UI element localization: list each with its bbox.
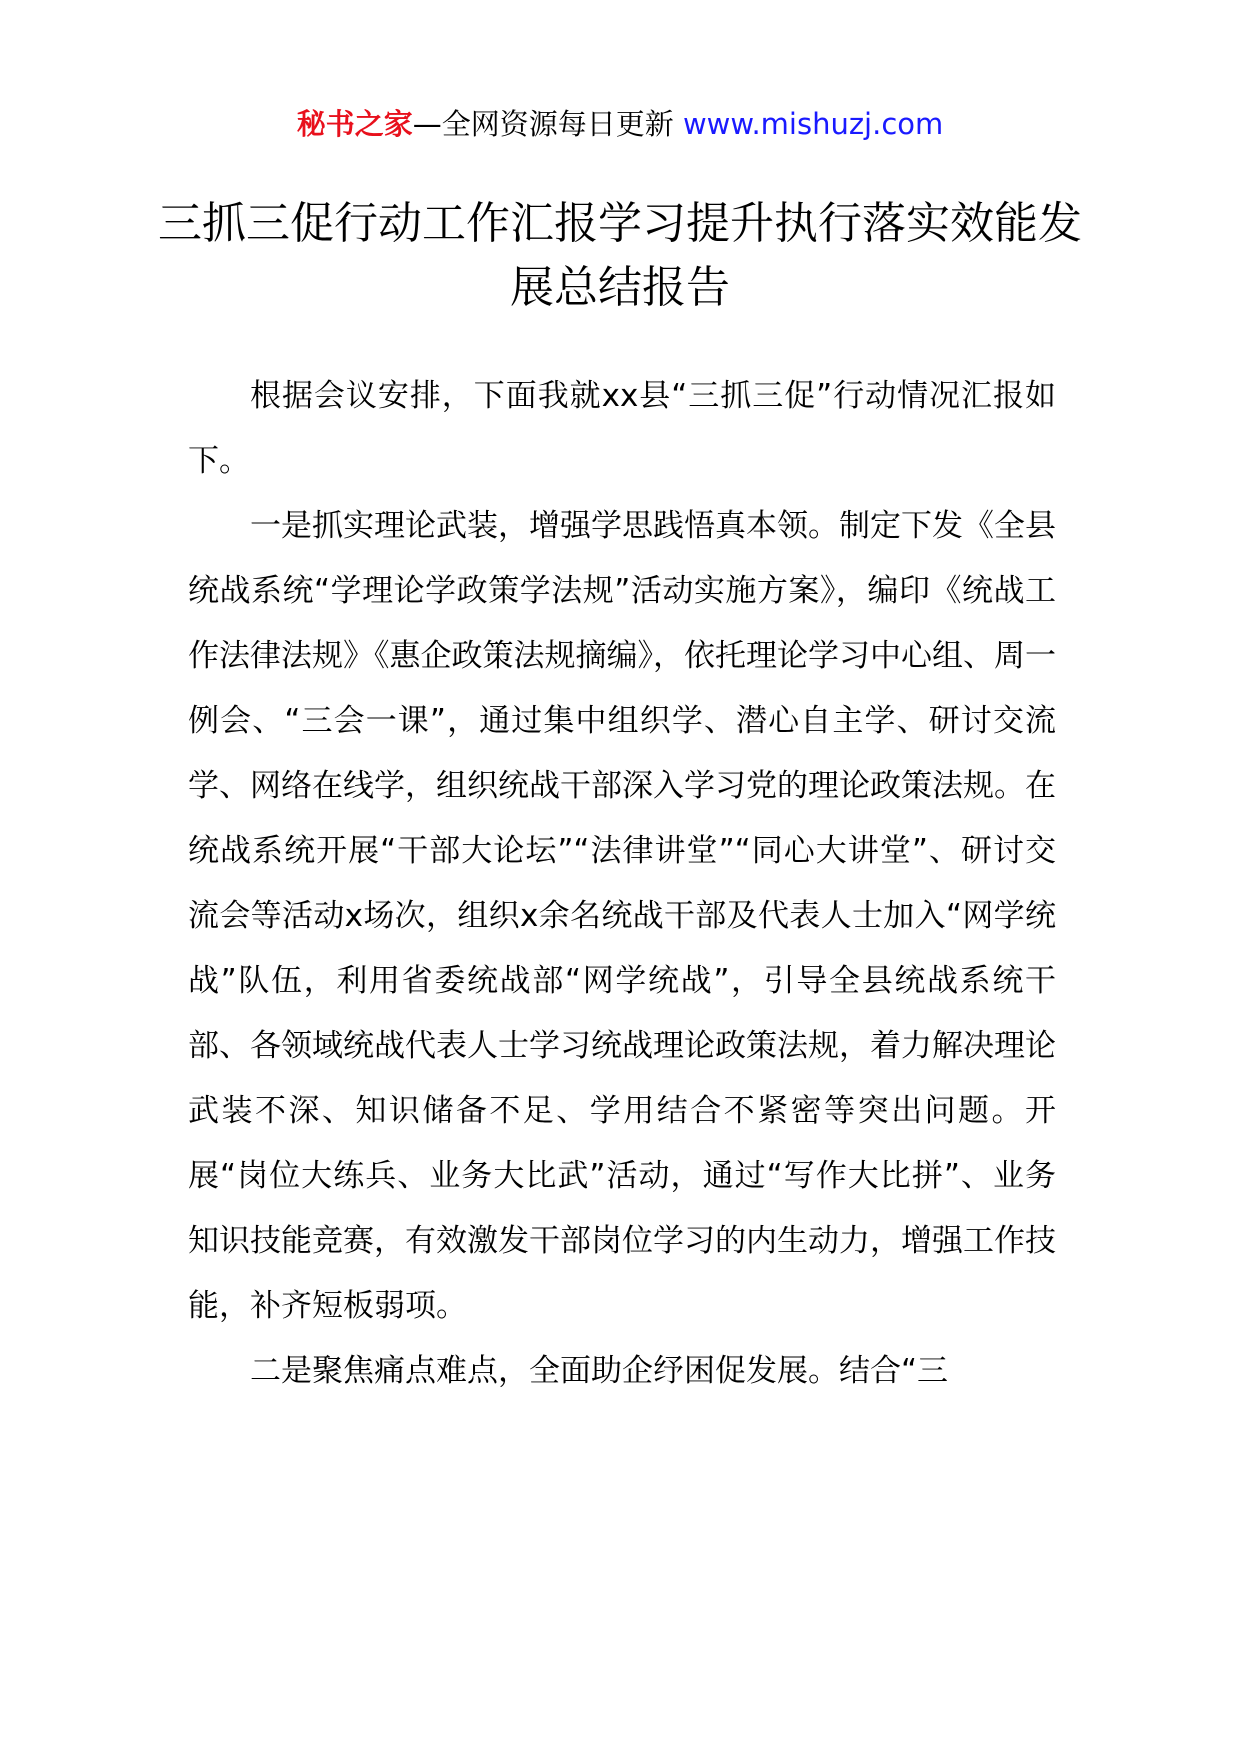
paragraph-enterprise: 二是聚焦痛点难点，全面助企纾困促发展。结合“三 — [250, 1353, 949, 1389]
site-header — [0, 102, 1240, 146]
brand-name: 秘书之家 — [296, 107, 413, 141]
document-title: 三抓三促行动工作汇报学习提升执行落实效能发展总结报告 — [158, 198, 1082, 313]
site-url-link[interactable]: www.mishuzj.com — [682, 107, 944, 141]
paragraph-theory: 一是抓实理论武装，增强学思践悟真本领。制定下发《全县统战系统“学理论学政策学法规”活动实施方案》，编印《统战工作法律法规》《惠企政策法规摘编》，依托理论学习中心组、周一例会、“三会一课”，通过集中组织学、潜心自主学、研讨交流学、网络在线学，组织统战干部深入学习党的理论政策法规。在统战系统开展“干部大论坛”“法律讲堂”“同心大讲堂”、研讨交流会等活动x场次，组织x余名统战干部及代表人士加入“网学统战”队伍，利用省委统战部“网学统战”，引导全县统战系统干部、各领域统战代表人士学习统战理论政策法规，着力解决理论武装不深、知识储备不足、学用结合不紧密等突出问题。开展“岗位大练兵、业务大比武”活动，通过“写作大比拼”、业务知识技能竞赛，有效激发干部岗位学习的内生动力，增强工作技能，补齐短板弱项。 — [188, 508, 1056, 1324]
header-tagline: —全网资源每日更新 — [412, 107, 683, 141]
document-body — [188, 364, 1056, 1404]
paragraph-intro: 根据会议安排，下面我就xx县“三抓三促”行动情况汇报如下。 — [188, 378, 1056, 479]
